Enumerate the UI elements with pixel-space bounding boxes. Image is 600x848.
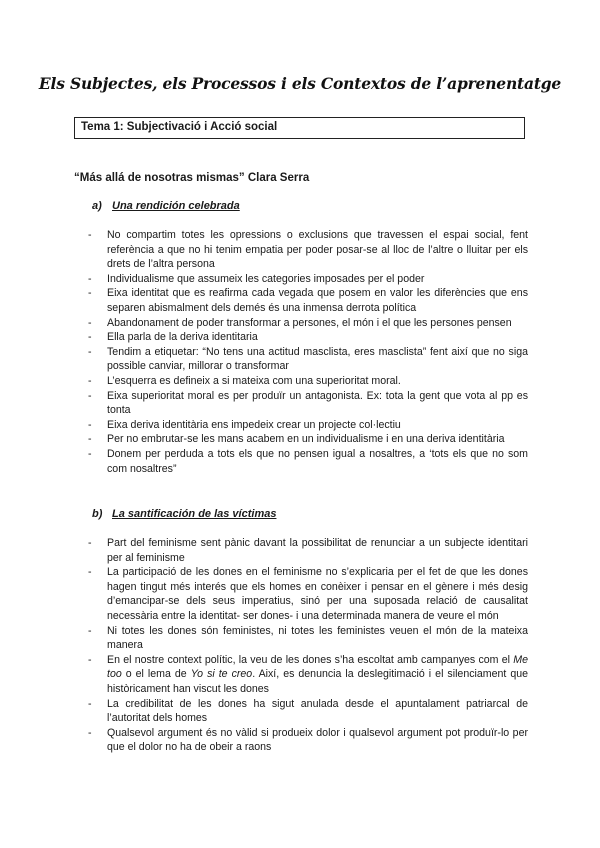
- section-a-heading: [92, 200, 240, 212]
- section-a-letter: a): [92, 200, 102, 212]
- tema-heading-box: Tema 1: Subjectivació i Acció social: [74, 117, 525, 139]
- list-item: - Ella parla de la deriva identitaria: [88, 331, 258, 344]
- list-item: - No compartim totes les opressions o exclusions que travessen el espai social, fent referència a que no hi tenim empatia per poder posar-se al lloc de l’altre o lluitar per els drets de l’altra persona: [88, 229, 528, 271]
- list-item: - Eixa deriva identitària ens impedeix crear un projecte col·lectiu: [88, 418, 401, 431]
- list-item: - En el nostre context polític, la veu de les dones s’ha escoltat amb campanyes com el Me too o el lema de Yo si te creo. Així, es denuncia la deslegitimació i el silenciament que històricament han viscut les dones: [88, 653, 528, 695]
- yo-si-te-creo-emphasis: Yo si te creo: [190, 668, 253, 681]
- section-a-list: [88, 228, 528, 476]
- list-item: - Part del feminisme sent pànic davant la possibilitat de renunciar a un subjecte identitari per al feminisme: [88, 537, 528, 564]
- list-item: - L’esquerra es defineix a si mateixa com una superioritat moral.: [88, 374, 401, 387]
- list-item: - Per no embrutar-se les mans acabem en un individualisme i en una deriva identitària: [88, 433, 505, 446]
- list-item: - Qualsevol argument és no vàlid si produeix dolor i qualsevol argument pot produïr-lo per que el dolor no ha de obeir a raons: [88, 726, 528, 754]
- list-item: - Eixa identitat que es reafirma cada vegada que posem en valor les diferències que ens separen abismalment dels demés és una inmensa derrota política: [88, 287, 528, 314]
- reading-subtitle: “Más allá de nosotras mismas” Clara Serra: [74, 172, 310, 184]
- list-item: - Individualisme que assumeix les categories imposades per el poder: [88, 272, 425, 285]
- list-item: - Ni totes les dones són feministes, ni totes les feministes veuen el món de la mateixa manera: [88, 624, 528, 652]
- section-b-heading: [92, 508, 276, 520]
- me-too-emphasis: Me too: [107, 653, 528, 681]
- section-b-letter: b): [92, 508, 103, 520]
- document-title: Els Subjectes, els Processos i els Contextos de l’aprenentatge: [38, 74, 562, 93]
- list-item: - Abandonament de poder transformar a persones, el món i el que les persones pensen: [88, 316, 512, 329]
- list-item: - Donem per perduda a tots els que no pensen igual a nosaltres, a ‘tots els que no som com nosaltres”: [88, 447, 528, 475]
- list-item: - Eixa superioritat moral es per produïr un antagonista. Ex: tota la gent que vota al pp es tonta: [88, 389, 528, 417]
- section-b-list: [88, 536, 528, 755]
- section-a-title: Una rendición celebrada: [112, 200, 240, 212]
- section-b-title: La santificación de las víctimas: [112, 508, 277, 520]
- list-item: - La credibilitat de les dones ha sigut anulada desde el apuntalament patriarcal de l’autoritat dels homes: [88, 697, 528, 725]
- list-item: - La participació de les dones en el feminisme no s’explicaria per el fet de que les dones hagen tingut més interés que els homes en conèixer i pensar en el gènere i més desig d’emancipar-se dels seus imperatius, sinó per una suposada relació de causalitat necessària entre la identitat- ser dones- i una determinada manera de veure el món: [88, 566, 528, 622]
- list-item: - Tendim a etiquetar: “No tens una actitud masclista, eres masclista” fent així que no siga possible canviar, millorar o transformar: [88, 345, 528, 373]
